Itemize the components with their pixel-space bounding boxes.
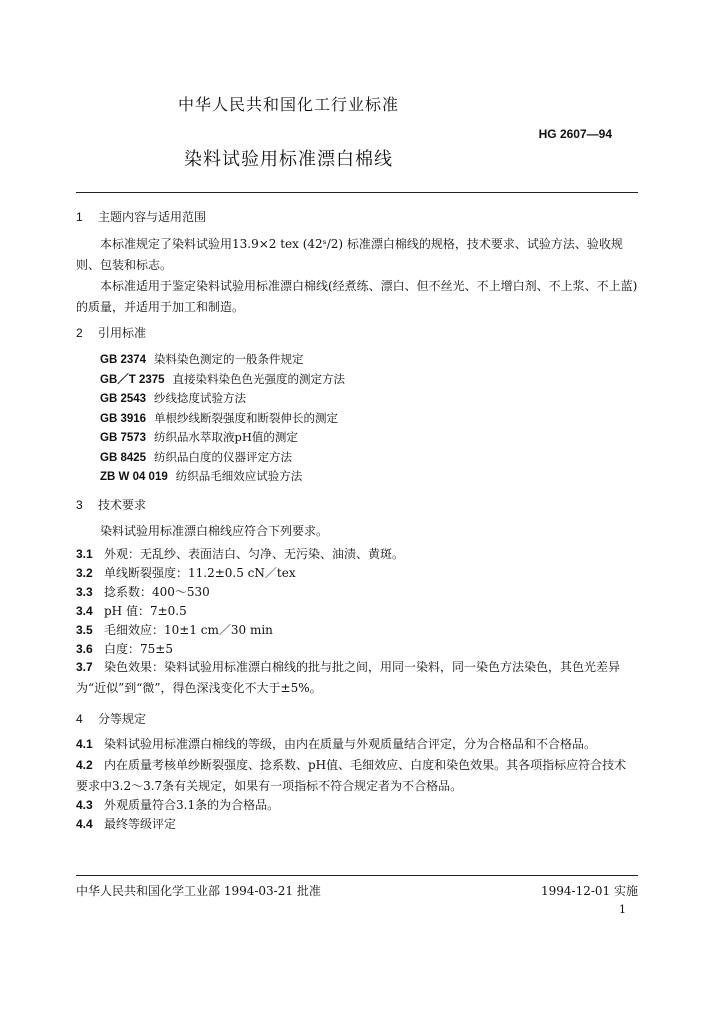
reference-item <box>100 389 345 409</box>
approval-line: 中华人民共和国化学工业部 1994-03-21 批准 <box>76 884 321 898</box>
clause-number: 4.1 <box>76 737 93 751</box>
section-4-title: 分等规定 <box>98 712 147 726</box>
page-number: 1 <box>619 903 626 916</box>
reference-code: GB 7573 <box>100 432 147 444</box>
clause-4-4 <box>76 815 176 832</box>
clause-3-7 <box>76 657 638 699</box>
section-3-heading <box>76 496 146 513</box>
clause-number: 3.6 <box>76 642 93 656</box>
clause-3-3 <box>76 583 210 600</box>
clause-text: 染料试验用标准漂白棉线的等级，由内在质量与外观质量结合评定，分为合格品和不合格品。 <box>104 737 597 751</box>
reference-title: 单根纱线断裂强度和断裂伸长的测定 <box>154 410 339 425</box>
section-2-title: 引用标准 <box>98 326 147 340</box>
clause-4-1 <box>76 734 638 755</box>
reference-code: GB 3916 <box>100 412 147 425</box>
document-code: HG 2607—94 <box>538 127 612 141</box>
reference-title: 染料染色测定的一般条件规定 <box>154 352 304 366</box>
reference-item <box>100 370 345 390</box>
clause-text: pH 值：7±0.5 <box>104 604 187 618</box>
section-1-heading <box>76 208 206 225</box>
clause-number: 3.2 <box>76 566 93 580</box>
reference-item <box>100 409 345 429</box>
reference-item <box>100 428 345 448</box>
section-1-paragraph-2: 本标准适用于鉴定染料试验用标准漂白棉线(经煮练、漂白、但不丝光、不上增白剂、不上浆、不上蓝)的质量，并适用于加工和制造。 <box>76 279 638 314</box>
clause-text: 毛细效应：10±1 cm／30 min <box>104 623 273 637</box>
clause-text: 内在质量考核单纱断裂强度、捻系数、pH值、毛细效应、白度和染色效果。其各项指标应符合技术要求中3.2～3.7条有关规定，如果有一项指标不符合规定者为不合格品。 <box>76 758 627 793</box>
section-1-paragraph-1: 本标准规定了染料试验用13.9×2 tex (42ˢ/2) 标准漂白棉线的规格，技术要求、试验方法、验收规则、包装和标志。 <box>76 237 623 272</box>
reference-code: GB 2374 <box>100 354 147 366</box>
section-4-number: 4 <box>76 712 83 726</box>
clause-number: 3.5 <box>76 623 93 637</box>
section-3-intro: 染料试验用标准漂白棉线应符合下列要求。 <box>100 524 329 538</box>
org-title: 中华人民共和国化工行业标准 <box>178 95 400 114</box>
reference-title: 纺织品毛细效应试验方法 <box>175 469 303 483</box>
section-3-number: 3 <box>76 498 83 512</box>
reference-item <box>100 350 345 370</box>
reference-list <box>100 350 345 487</box>
clause-number: 4.3 <box>76 798 93 812</box>
reference-code: GB 8425 <box>100 451 147 464</box>
standard-title: 染料试验用标准漂白棉线 <box>184 149 393 170</box>
clause-3-6 <box>76 640 173 657</box>
reference-title: 纺织品水萃取液pH值的测定 <box>154 430 298 444</box>
clause-number: 4.2 <box>76 758 93 772</box>
clause-number: 3.7 <box>76 660 93 674</box>
reference-item <box>100 448 345 468</box>
clause-text: 染色效果：染料试验用标准漂白棉线的批与批之间，用同一染料，同一染色方法染色，其色光差异为“近似”到“微”，得色深浅变化不大于±5%。 <box>76 660 621 695</box>
clause-3-5 <box>76 621 273 638</box>
clause-number: 4.4 <box>76 817 93 831</box>
clause-text: 外观：无乱纱、表面洁白、匀净、无污染、油渍、黄斑。 <box>104 547 405 561</box>
clause-number: 3.4 <box>76 604 93 618</box>
clause-text: 外观质量符合3.1条的为合格品。 <box>104 798 280 812</box>
implementation-date: 1994-12-01 实施 <box>540 884 638 898</box>
reference-title: 直接染料染色色光强度的测定方法 <box>172 371 346 386</box>
clause-number: 3.1 <box>76 547 93 561</box>
reference-title: 纱线捻度试验方法 <box>154 391 247 405</box>
clause-3-4 <box>76 602 187 619</box>
section-1-number: 1 <box>76 210 83 224</box>
reference-code: ZB W 04 019 <box>100 471 168 483</box>
section-4-heading <box>76 710 146 727</box>
clause-text: 捻系数：400～530 <box>104 585 210 599</box>
clause-text: 白度：75±5 <box>104 642 173 656</box>
reference-code: GB／T 2375 <box>100 373 165 386</box>
section-2-number: 2 <box>76 326 83 340</box>
footer-divider <box>76 875 638 876</box>
reference-item <box>100 467 345 487</box>
section-2-heading <box>76 324 146 341</box>
header-divider <box>76 192 638 193</box>
clause-4-3 <box>76 796 279 813</box>
clause-text: 单线断裂强度：11.2±0.5 cN／tex <box>104 566 296 580</box>
clause-4-2 <box>76 755 638 797</box>
section-3-title: 技术要求 <box>98 498 147 512</box>
section-1-title: 主题内容与适用范围 <box>98 210 207 224</box>
clause-3-1 <box>76 545 404 562</box>
reference-code: GB 2543 <box>100 393 147 405</box>
reference-title: 纺织品白度的仪器评定方法 <box>154 449 293 464</box>
clause-number: 3.3 <box>76 585 93 599</box>
clause-text: 最终等级评定 <box>104 817 177 831</box>
clause-3-2 <box>76 564 296 581</box>
